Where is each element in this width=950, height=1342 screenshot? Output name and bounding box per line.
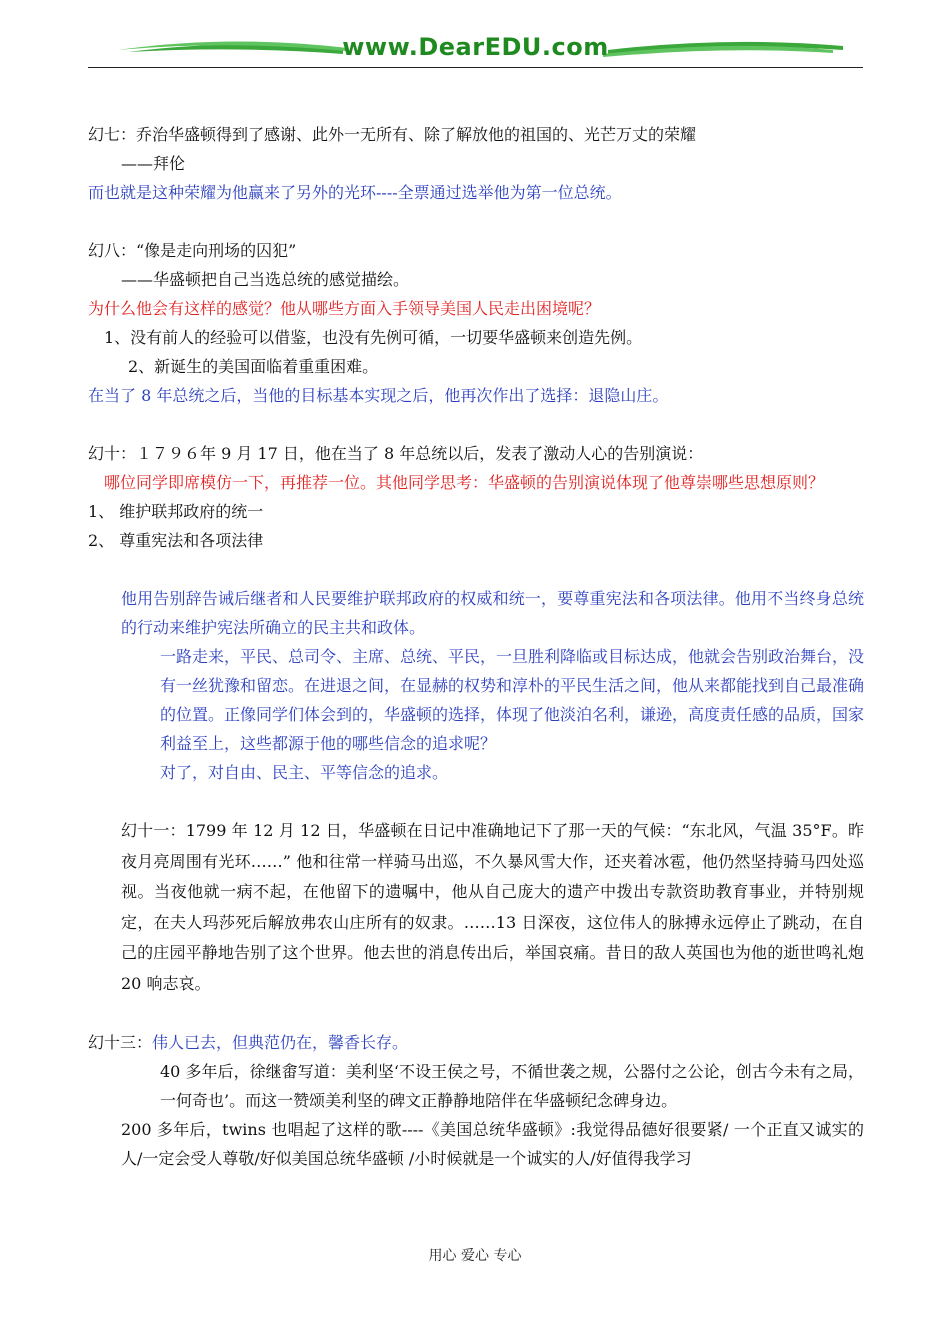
slide10-title: 幻十：１７９６年 9 月 17 日，他在当了 8 年总统以后，发表了激动人心的告别演说： [88,444,704,463]
slide13-label: 幻十三： [88,1033,153,1052]
slide13-motto: 伟人已去，但典范仍在，馨香长存。 [152,1033,409,1052]
page-header [88,30,863,70]
header-divider [88,67,863,68]
document-body [88,120,864,1173]
farewell-paragraph: 他用告别辞告诫后继者和人民要维护联邦政府的权威和统一，要尊重宪法和各项法律。他用不当终身总统的行动来维护宪法所确立的民主共和政体。 [121,589,864,637]
slide7-commentary: 而也就是这种荣耀为他赢来了另外的光环----全票通过选举他为第一位总统。 [88,183,622,202]
site-logo-text: www.DearEDU.com [342,33,609,61]
slide8-commentary: 在当了 8 年总统之后，当他的目标基本实现之后，他再次作出了选择：退隐山庄。 [88,386,669,405]
slide13-paragraph-2: 200 多年后，twins 也唱起了这样的歌----《美国总统华盛顿》:我觉得品德好很要紧/ 一个正直又诚实的人/一定会受人尊敬/好似美国总统华盛顿 /小时候就是一个诚实的人/好值得我学习 [121,1120,864,1168]
slide7-author: ——拜伦 [121,154,186,173]
slide13-paragraph-1: 40 多年后，徐继畬写道：美利坚‘不设王侯之号，不循世袭之规，公器付之公论，创古今未有之局，一何奇也’。而这一赞颂美利坚的碑文正静静地陪伴在华盛顿纪念碑身边。 [160,1062,864,1110]
page-footer: 用心 爱心 专心 [428,1248,522,1264]
slide8-question: 为什么他会有这样的感觉？他从哪些方面入手领导美国人民走出困境呢？ [88,299,601,318]
slide8-item-1: 1、没有前人的经验可以借鉴，也没有先例可循，一切要华盛顿来创造先例。 [104,328,643,347]
belief-answer: 对了，对自由、民主、平等信念的追求。 [160,763,449,782]
slide7-quote: 幻七：乔治华盛顿得到了感谢、此外一无所有、除了解放他的祖国的、光芒万丈的荣耀 [88,125,697,144]
slide8-subtitle: ——华盛顿把自己当选总统的感觉描绘。 [121,270,410,289]
slide10-item-1: 1、 维护联邦政府的统一 [88,502,264,521]
slide11-paragraph: 幻十一：1799 年 12 月 12 日，华盛顿在日记中准确地记下了那一天的气候：“东北风，气温 35°F。昨夜月亮周围有光环……” 他和往常一样骑马出巡，不久暴风雪大作，还夹着冰雹，他仍然坚持骑马四处巡视。当夜他就一病不起，在他留下的遗嘱中，他从自己庞大的遗产中拨出专款资助教育事业，并特别规定，在夫人玛莎死后解放弗农山庄所有的奴隶。……13 日深夜，这位伟人的脉搏永远停止了跳动，在自己的庄园平静地告别了这个世界。他去世的消息传出后，举国哀痛。昔日的敌人英国也为他的逝世鸣礼炮 20 响志哀。 [121,821,864,993]
slide10-item-2: 2、 尊重宪法和各项法律 [88,531,264,550]
slide8-item-2: 2、新诞生的美国面临着重重困难。 [128,357,379,376]
slide10-question: 哪位同学即席模仿一下，再推荐一位。其他同学思考：华盛顿的告别演说体现了他尊崇哪些思想原则？ [104,473,825,492]
career-paragraph: 一路走来，平民、总司令、主席、总统、平民，一旦胜利降临或目标达成，他就会告别政治舞台，没有一丝犹豫和留恋。在进退之间，在显赫的权势和淳朴的平民生活之间，他从来都能找到自己最准确的位置。正像同学们体会到的，华盛顿的选择，体现了他淡泊名利，谦逊，高度责任感的品质，国家利益至上，这些都源于他的哪些信念的追求呢？ [160,647,865,753]
slide8-title: 幻八：“像是走向刑场的囚犯” [88,241,297,260]
slide13-heading [88,1028,864,1057]
